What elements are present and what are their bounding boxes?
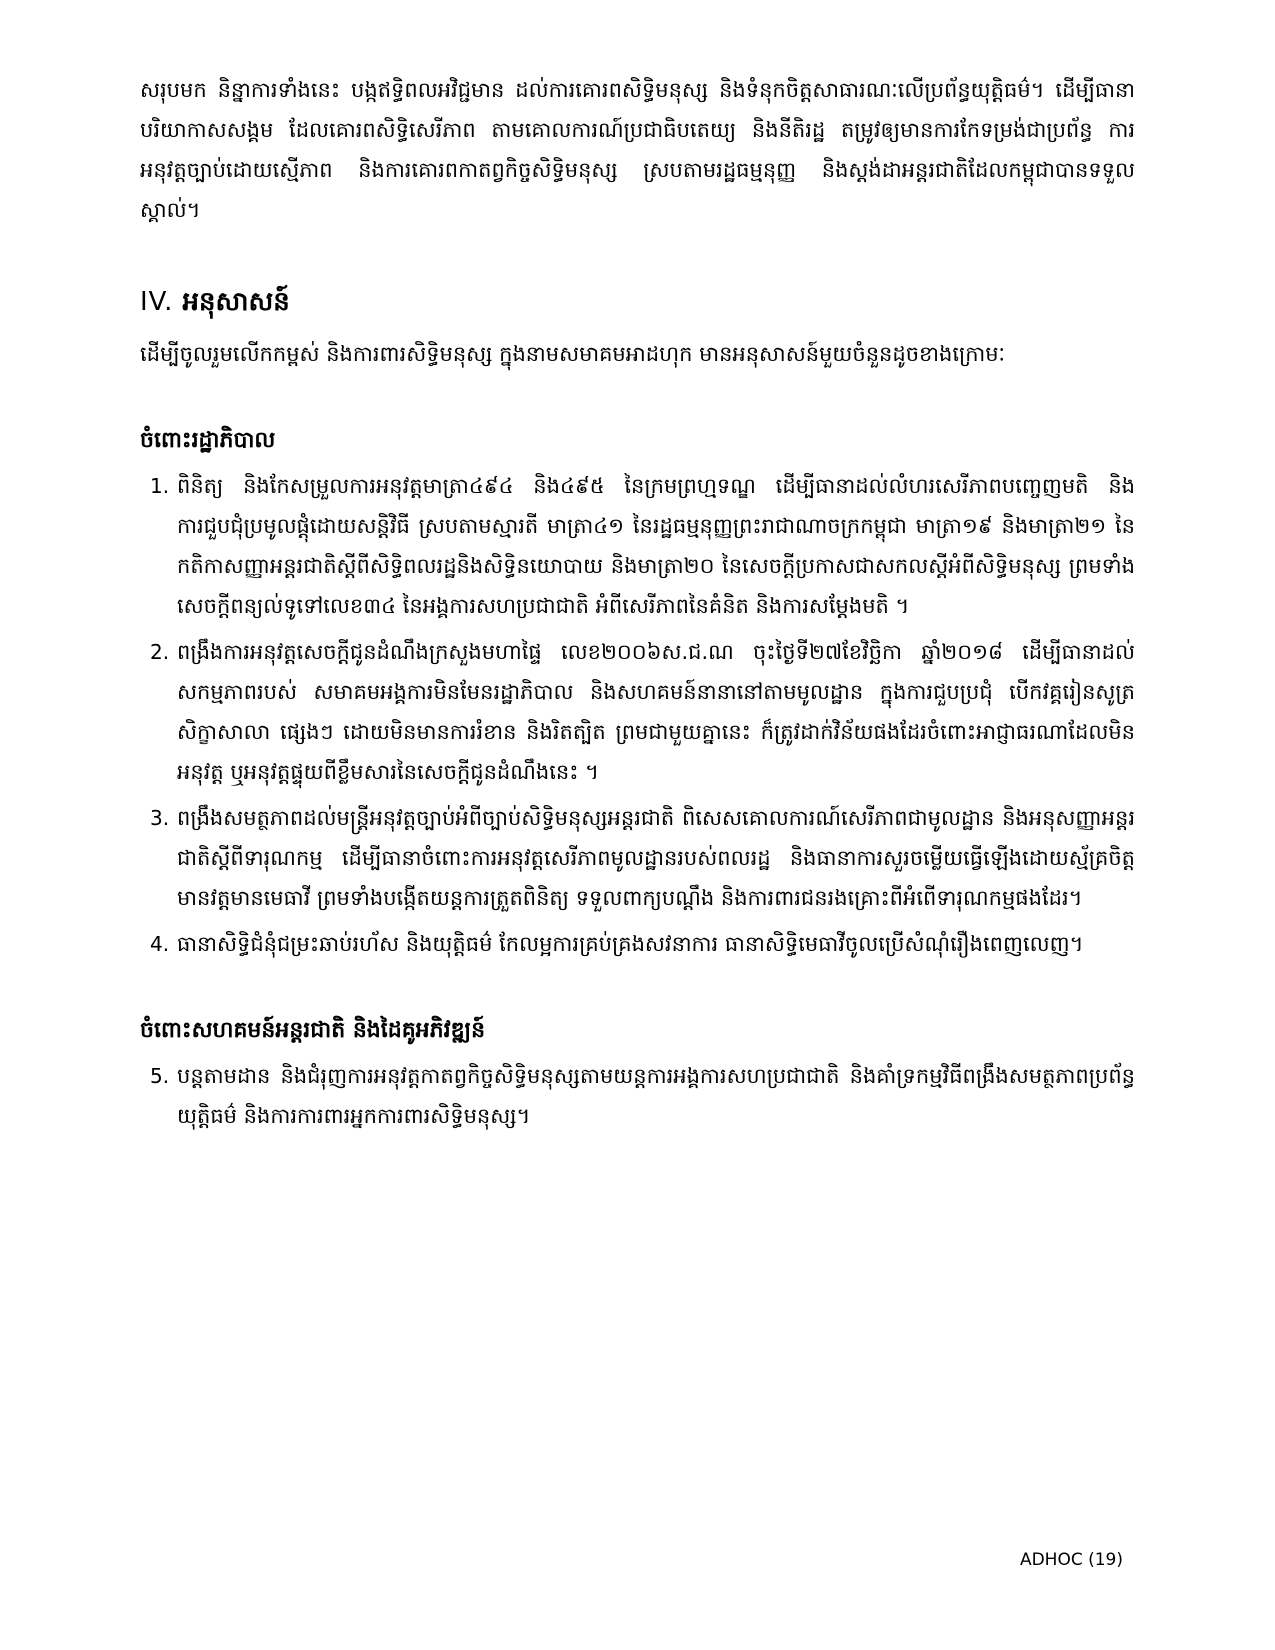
list-item-number: 3. <box>150 806 170 830</box>
list-item <box>140 1056 1135 1136</box>
section-title: អនុសាសន៍ <box>182 287 290 317</box>
section-number: IV. <box>140 287 174 317</box>
list-item-text: ពង្រឹងសមត្ថភាពដល់មន្ត្រីអនុវត្តច្បាប់អំពីច្បាប់សិទ្ធិមនុស្សអន្តរជាតិ ពិសេសគោលការណ៍សេរីភាពជាមូលដ្ឋាន និងអនុសញ្ញាអន្តរជាតិស្តីពីទារុណកម្ម ដើម្បីធានាចំពោះការអនុវត្តសេរីភាពមូលដ្ឋានរបស់ពលរដ្ឋ និងធានាការសួរចម្លើយធ្វើឡើងដោយស្ម័គ្រចិត្ត មានវត្តមានមេធាវី ព្រមទាំងបង្កើតយន្តការត្រួតពិនិត្យ ទទួលពាក្យបណ្តឹង និងការពារជនរងគ្រោះពីអំពើទារុណកម្មផងដែរ។ <box>177 806 1135 910</box>
list-item-text: បន្តតាមដាន និងជំរុញការអនុវត្តកាតព្វកិច្ចសិទ្ធិមនុស្សតាមយន្តការអង្គការសហប្រជាជាតិ និងគាំទ្រកម្មវិធីពង្រឹងសមត្ថភាពប្រព័ន្ធយុត្តិធម៌ និងការការពារអ្នកការពារសិទ្ធិមនុស្ស។ <box>177 1064 1135 1128</box>
list-item-text: ពង្រឹងការអនុវត្តសេចក្តីជូនដំណឹងក្រសួងមហាផ្ទៃ លេខ២០០៦ស.ជ.ណ ចុះថ្ងៃទី២៧ខែវិច្ឆិកា ឆ្នាំ២០១៨ ដើម្បីធានាដល់សកម្មភាពរបស់ សមាគមអង្គការមិនមែនរដ្ឋាភិបាល និងសហគមន៍នានានៅតាមមូលដ្ឋាន ក្នុងការជួបប្រជុំ បើកវគ្គរៀនសូត្រ សិក្ខាសាលា ផ្សេងៗ ដោយមិនមានការរំខាន និងរិតត្បិត ព្រមជាមួយគ្នានេះ ក៏ត្រូវដាក់វិន័យផងដែរចំពោះអាជ្ញាធរណាដែលមិនអនុវត្ត ឬអនុវត្តផ្ទុយពីខ្លឹមសារនៃសេចក្តីជូនដំណឹងនេះ ។ <box>177 640 1135 784</box>
group-heading-international-community: ចំពោះសហគមន៍អន្តរជាតិ និងដៃគូអភិវឌ្ឍន៍ <box>140 1018 486 1043</box>
list-item <box>140 924 1135 964</box>
list-item-number: 5. <box>150 1064 170 1088</box>
list-item <box>140 798 1135 918</box>
list-item-text: ពិនិត្យ និងកែសម្រួលការអនុវត្តមាត្រា៤៩៤ និង៤៩៥ នៃក្រមព្រហ្មទណ្ឌ ដើម្បីធានាដល់លំហរសេរីភាពបញ្ចេញមតិ និងការជួបជុំប្រមូលផ្តុំដោយសន្តិវិធី ស្របតាមស្មារតី មាត្រា៤១ នៃរដ្ឋធម្មនុញ្ញព្រះរាជាណាចក្រកម្ពុជា មាត្រា១៩ និងមាត្រា២១ នៃកតិកាសញ្ញាអន្តរជាតិស្តីពីសិទ្ធិពលរដ្ឋនិងសិទ្ធិនយោបាយ និងមាត្រា២០ នៃសេចក្តីប្រកាសជាសកលស្តីអំពីសិទ្ធិមនុស្ស ព្រមទាំង សេចក្តីពន្យល់ទូទៅលេខ៣៤ នៃអង្គការសហប្រជាជាតិ អំពីសេរីភាពនៃគំនិត និងការសម្តែងមតិ ។ <box>177 474 1135 618</box>
list-item-text: ធានាសិទ្ធិជំនុំជម្រះឆាប់រហ័ស និងយុត្តិធម៌ កែលម្អការគ្រប់គ្រងសវនាការ ធានាសិទ្ធិមេធាវីចូលប្រើសំណុំរឿងពេញលេញ។ <box>177 932 1084 956</box>
page-footer: ADHOC (19) <box>1019 1550 1123 1570</box>
recommendation-list-international <box>140 1056 1135 1136</box>
list-item-number: 2. <box>150 640 170 664</box>
list-item-number: 1. <box>150 474 170 498</box>
list-item <box>140 466 1135 626</box>
section-intro: ដើម្បីចូលរួមលើកកម្ពស់ និងការពារសិទ្ធិមនុស្ស ក្នុងនាមសមាគមអាដហុក មានអនុសាសន៍មួយចំនួនដូចខាងក្រោមៈ <box>140 342 1005 366</box>
recommendation-list-government <box>140 466 1135 964</box>
list-item-number: 4. <box>150 932 170 956</box>
section-heading <box>140 284 1135 320</box>
group-heading-government: ចំពោះរដ្ឋាភិបាល <box>140 428 276 453</box>
list-item <box>140 632 1135 792</box>
summary-paragraph: សរុបមក និន្នាការទាំងនេះ បង្កឥទ្ធិពលអវិជ្ជមាន ដល់ការគោរពសិទ្ធិមនុស្ស និងទំនុកចិត្តសាធារណៈលើប្រព័ន្ធយុត្តិធម៌។ ដើម្បីធានាបរិយាកាសសង្គម ដែលគោរពសិទ្ធិសេរីភាព តាមគោលការណ៍ប្រជាធិបតេយ្យ និងនីតិរដ្ឋ តម្រូវឲ្យមានការកែទម្រង់ជាប្រព័ន្ធ ការអនុវត្តច្បាប់ដោយស្មើភាព និងការគោរពកាតព្វកិច្ចសិទ្ធិមនុស្ស ស្របតាមរដ្ឋធម្មនុញ្ញ និងស្តង់ដាអន្តរជាតិដែលកម្ពុជាបានទទួលស្គាល់។ <box>140 78 1135 222</box>
